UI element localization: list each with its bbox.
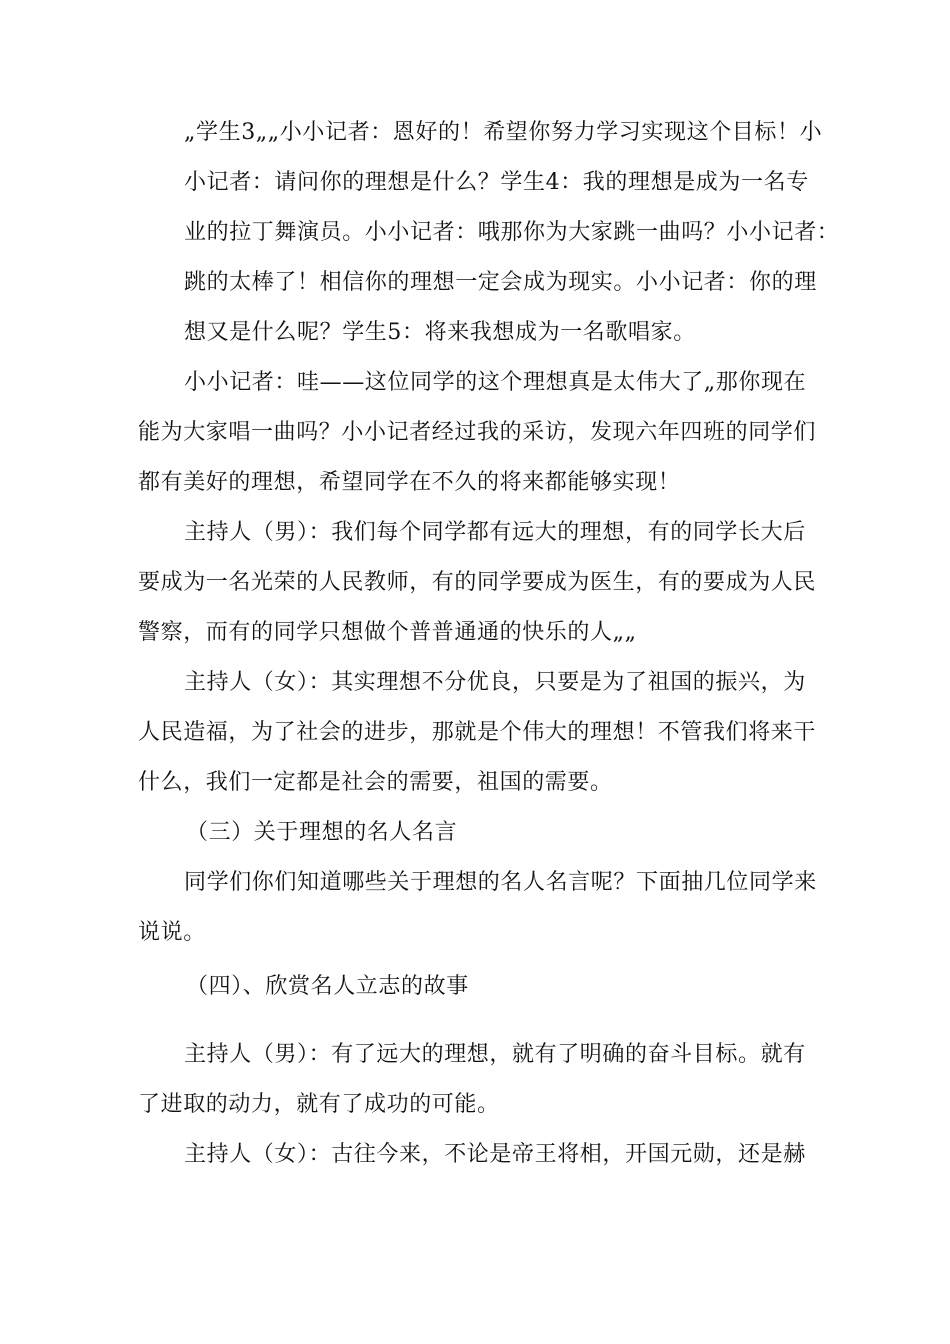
text-line: 了进取的动力，就有了成功的可能。 — [138, 1092, 500, 1117]
text-line: 主持人（女）：古往今来，不论是帝王将相，开国元勋，还是赫 — [184, 1142, 806, 1167]
text-line: 主持人（男）：我们每个同学都有远大的理想，有的同学长大后 — [184, 520, 806, 545]
section-heading: （三）关于理想的名人名言 — [186, 820, 458, 845]
text-line: 说说。 — [138, 920, 206, 945]
text-line: 什么，我们一定都是社会的需要，祖国的需要。 — [138, 770, 613, 795]
text-line: 小记者：请问你的理想是什么？学生4：我的理想是成为一名专 — [184, 170, 809, 195]
text-line: 主持人（女）：其实理想不分优良，只要是为了祖国的振兴，为 — [184, 670, 806, 695]
text-line: 人民造福，为了社会的进步，那就是个伟大的理想！不管我们将来干 — [138, 720, 817, 745]
section-heading: （四）、欣赏名人立志的故事 — [186, 974, 469, 999]
text-line: 警察，而有的同学只想做个普普通通的快乐的人„„ — [138, 620, 637, 645]
text-line: 能为大家唱一曲吗？小小记者经过我的采访，发现六年四班的同学们 — [138, 420, 817, 445]
text-line: 业的拉丁舞演员。小小记者：哦那你为大家跳一曲吗？小小记者： — [184, 220, 840, 245]
text-line: „学生3„„小小记者：恩好的！希望你努力学习实现这个目标！小 — [184, 120, 823, 145]
text-line: 同学们你们知道哪些关于理想的名人名言呢？下面抽几位同学来 — [184, 870, 817, 895]
text-line: 小小记者：哇——这位同学的这个理想真是太伟大了„那你现在 — [184, 370, 807, 395]
text-line: 要成为一名光荣的人民教师，有的同学要成为医生，有的要成为人民 — [138, 570, 817, 595]
text-line: 都有美好的理想，希望同学在不久的将来都能够实现！ — [138, 470, 681, 495]
text-line: 跳的太棒了！相信你的理想一定会成为现实。小小记者：你的理 — [184, 270, 817, 295]
text-line: 想又是什么呢？学生5：将来我想成为一名歌唱家。 — [184, 320, 696, 345]
text-line: 主持人（男）：有了远大的理想，就有了明确的奋斗目标。就有 — [184, 1042, 806, 1067]
